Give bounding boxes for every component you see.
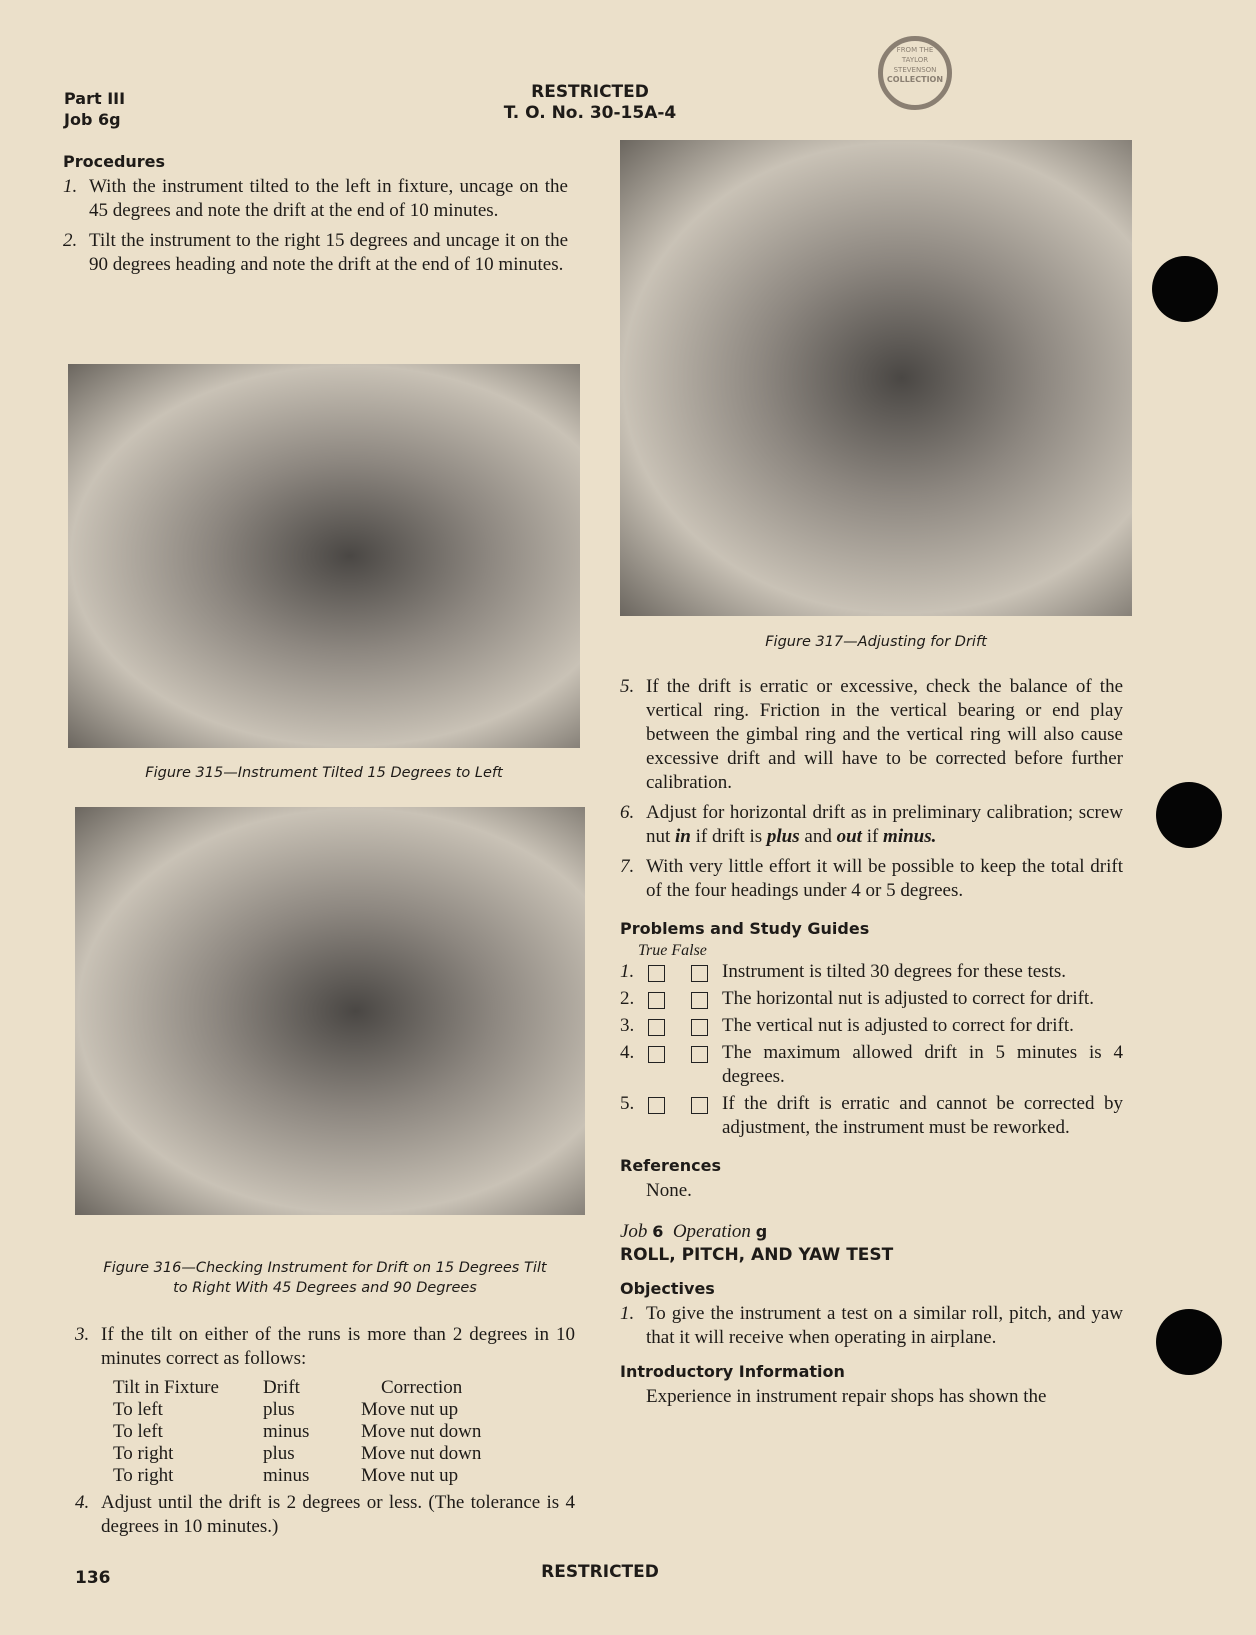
cell: To left: [113, 1421, 163, 1442]
question-item: [620, 1041, 1123, 1089]
list-item: [63, 229, 568, 277]
item-text: With the instrument tilted to the left in fixture, uncage on the 45 degrees and note the drift at the end of 10 minutes.: [89, 176, 568, 221]
part-job-label: [64, 88, 125, 130]
list-item: [620, 855, 1123, 903]
binder-hole: [1156, 1309, 1222, 1375]
cell: minus: [263, 1421, 310, 1442]
item-number: 5.: [620, 676, 635, 697]
false-checkbox[interactable]: [691, 1097, 708, 1114]
job-word: Job: [620, 1221, 648, 1242]
text-run: if: [861, 826, 884, 847]
false-label: False: [671, 942, 707, 959]
cell: To right: [113, 1465, 174, 1486]
classification-footer: RESTRICTED: [541, 1562, 659, 1582]
item-number: 1.: [63, 176, 78, 197]
question-text: The vertical nut is adjusted to correct for drift.: [722, 1015, 1074, 1036]
true-checkbox[interactable]: [648, 1019, 665, 1036]
collection-stamp-logo: FROM THE TAYLOR STEVENSON COLLECTION: [878, 36, 952, 110]
question-text: Instrument is tilted 30 degrees for these tests.: [722, 961, 1067, 982]
job-title: ROLL, PITCH, AND YAW TEST: [620, 1245, 894, 1265]
list-item: [75, 1491, 575, 1539]
references-text: None.: [646, 1180, 692, 1201]
true-checkbox[interactable]: [648, 992, 665, 1009]
question-text: The maximum allowed drift in 5 minutes is 4 degrees.: [722, 1042, 1123, 1087]
table-header-row: [113, 1377, 531, 1399]
true-checkbox[interactable]: [648, 1097, 665, 1114]
true-checkbox[interactable]: [648, 965, 665, 982]
item-number: 6.: [620, 802, 635, 823]
intro-heading: Introductory Information: [620, 1362, 845, 1381]
item-number: 2.: [620, 988, 635, 1009]
question-text: If the drift is erratic and cannot be corrected by adjustment, the instrument must be reworked.: [722, 1093, 1123, 1138]
item-number: 3.: [620, 1015, 635, 1036]
procedures-heading: Procedures: [63, 152, 166, 171]
item-number: 2.: [63, 230, 78, 251]
correction-table: [113, 1377, 531, 1487]
figure-317-photo: [620, 140, 1132, 616]
job-number: 6: [652, 1222, 664, 1241]
binder-hole: [1152, 256, 1218, 322]
table-row: [113, 1443, 531, 1465]
list-item: [620, 801, 1123, 849]
operation-word: Operation: [672, 1221, 751, 1242]
running-header: [440, 82, 740, 124]
item-number: 5.: [620, 1093, 635, 1114]
job-operation-line: [620, 1221, 1123, 1243]
item-text: Adjust until the drift is 2 degrees or less. (The tolerance is 4 degrees in 10 minutes.): [101, 1492, 575, 1537]
operation-letter: g: [755, 1222, 768, 1241]
column-header: Tilt in Fixture: [113, 1377, 219, 1398]
item-number: 1.: [620, 961, 635, 982]
objectives-heading: Objectives: [620, 1279, 715, 1298]
item-number: 1.: [620, 1303, 635, 1324]
item-text: If the tilt on either of the runs is more than 2 degrees in 10 minutes correct as follows:: [101, 1324, 575, 1369]
binder-hole: [1156, 782, 1222, 848]
cell: minus: [263, 1465, 310, 1486]
references-heading: References: [620, 1156, 721, 1175]
false-checkbox[interactable]: [691, 965, 708, 982]
correction-section: [75, 1323, 575, 1545]
figure-316-caption: [60, 1258, 590, 1298]
question-item: [620, 1014, 1123, 1038]
caption-line: Figure 316—Checking Instrument for Drift on 15 Degrees Tilt: [103, 1260, 547, 1276]
column-header: Correction: [381, 1377, 463, 1398]
item-text: If the drift is erratic or excessive, check the balance of the vertical ring. Friction in the vertical bearing or end play between the gimbal ring and the vertical ring will also cause excessive drift and will have to be corrected before further calibration.: [646, 676, 1123, 793]
caption-line: to Right With 45 Degrees and 90 Degrees: [173, 1280, 477, 1296]
table-row: [113, 1465, 531, 1487]
true-checkbox[interactable]: [648, 1046, 665, 1063]
text-run: and: [799, 826, 837, 847]
false-checkbox[interactable]: [691, 992, 708, 1009]
problems-list: [620, 960, 1123, 1140]
text-run: if drift is: [690, 826, 767, 847]
cell: plus: [263, 1443, 295, 1464]
cell: Move nut down: [361, 1443, 482, 1464]
question-text: The horizontal nut is adjusted to correct for drift.: [722, 988, 1094, 1009]
item-text: [646, 801, 1123, 849]
cell: plus: [263, 1399, 295, 1420]
item-text: With very little effort it will be possible to keep the total drift of the four headings under 4 or 5 degrees.: [646, 856, 1123, 901]
list-item: [75, 1323, 575, 1371]
table-row: [113, 1421, 531, 1443]
page-number: 136: [75, 1568, 111, 1588]
item-number: 7.: [620, 856, 635, 877]
column-header: Drift: [263, 1377, 300, 1398]
emphasis: out: [836, 826, 862, 847]
item-number: 3.: [75, 1324, 90, 1345]
list-item: [620, 1302, 1123, 1350]
text-run: Adjust for horizontal drift as in preliminary calibration; screw nut: [646, 802, 1123, 847]
item-text: Tilt the instrument to the right 15 degrees and uncage it on the 90 degrees heading and note the drift at the end of 10 minutes.: [89, 230, 568, 275]
item-text: To give the instrument a test on a similar roll, pitch, and yaw that it will receive when operating in airplane.: [646, 1303, 1123, 1348]
emphasis: plus: [766, 826, 800, 847]
item-number: 4.: [620, 1042, 635, 1063]
cell: Move nut up: [361, 1465, 459, 1486]
cell: Move nut down: [361, 1421, 482, 1442]
part-label: Part III: [64, 89, 126, 108]
procedures-section: [63, 152, 568, 283]
table-row: [113, 1399, 531, 1421]
question-item: [620, 987, 1123, 1011]
cell: To right: [113, 1443, 174, 1464]
figure-315-photo: [68, 364, 580, 748]
figure-317-caption: Figure 317—Adjusting for Drift: [765, 634, 987, 650]
question-item: [620, 960, 1123, 984]
classification-header: RESTRICTED: [531, 82, 649, 102]
false-checkbox[interactable]: [691, 1046, 708, 1063]
cell: Move nut up: [361, 1399, 459, 1420]
intro-text: Experience in instrument repair shops has shown the: [646, 1386, 1047, 1407]
list-item: [620, 675, 1123, 795]
problems-heading: Problems and Study Guides: [620, 919, 870, 938]
true-false-header: [638, 942, 1123, 960]
item-number: 4.: [75, 1492, 90, 1513]
to-number: T. O. No. 30-15A-4: [503, 103, 677, 123]
job-label: Job 6g: [64, 110, 121, 129]
list-item: [63, 175, 568, 223]
question-item: [620, 1092, 1123, 1140]
steps-section: [620, 675, 1123, 1409]
false-checkbox[interactable]: [691, 1019, 708, 1036]
cell: To left: [113, 1399, 163, 1420]
figure-315-caption: Figure 315—Instrument Tilted 15 Degrees to Left: [145, 765, 503, 781]
emphasis: minus.: [883, 826, 937, 847]
emphasis: in: [675, 826, 691, 847]
figure-316-photo: [75, 807, 585, 1215]
true-label: True: [638, 942, 668, 959]
